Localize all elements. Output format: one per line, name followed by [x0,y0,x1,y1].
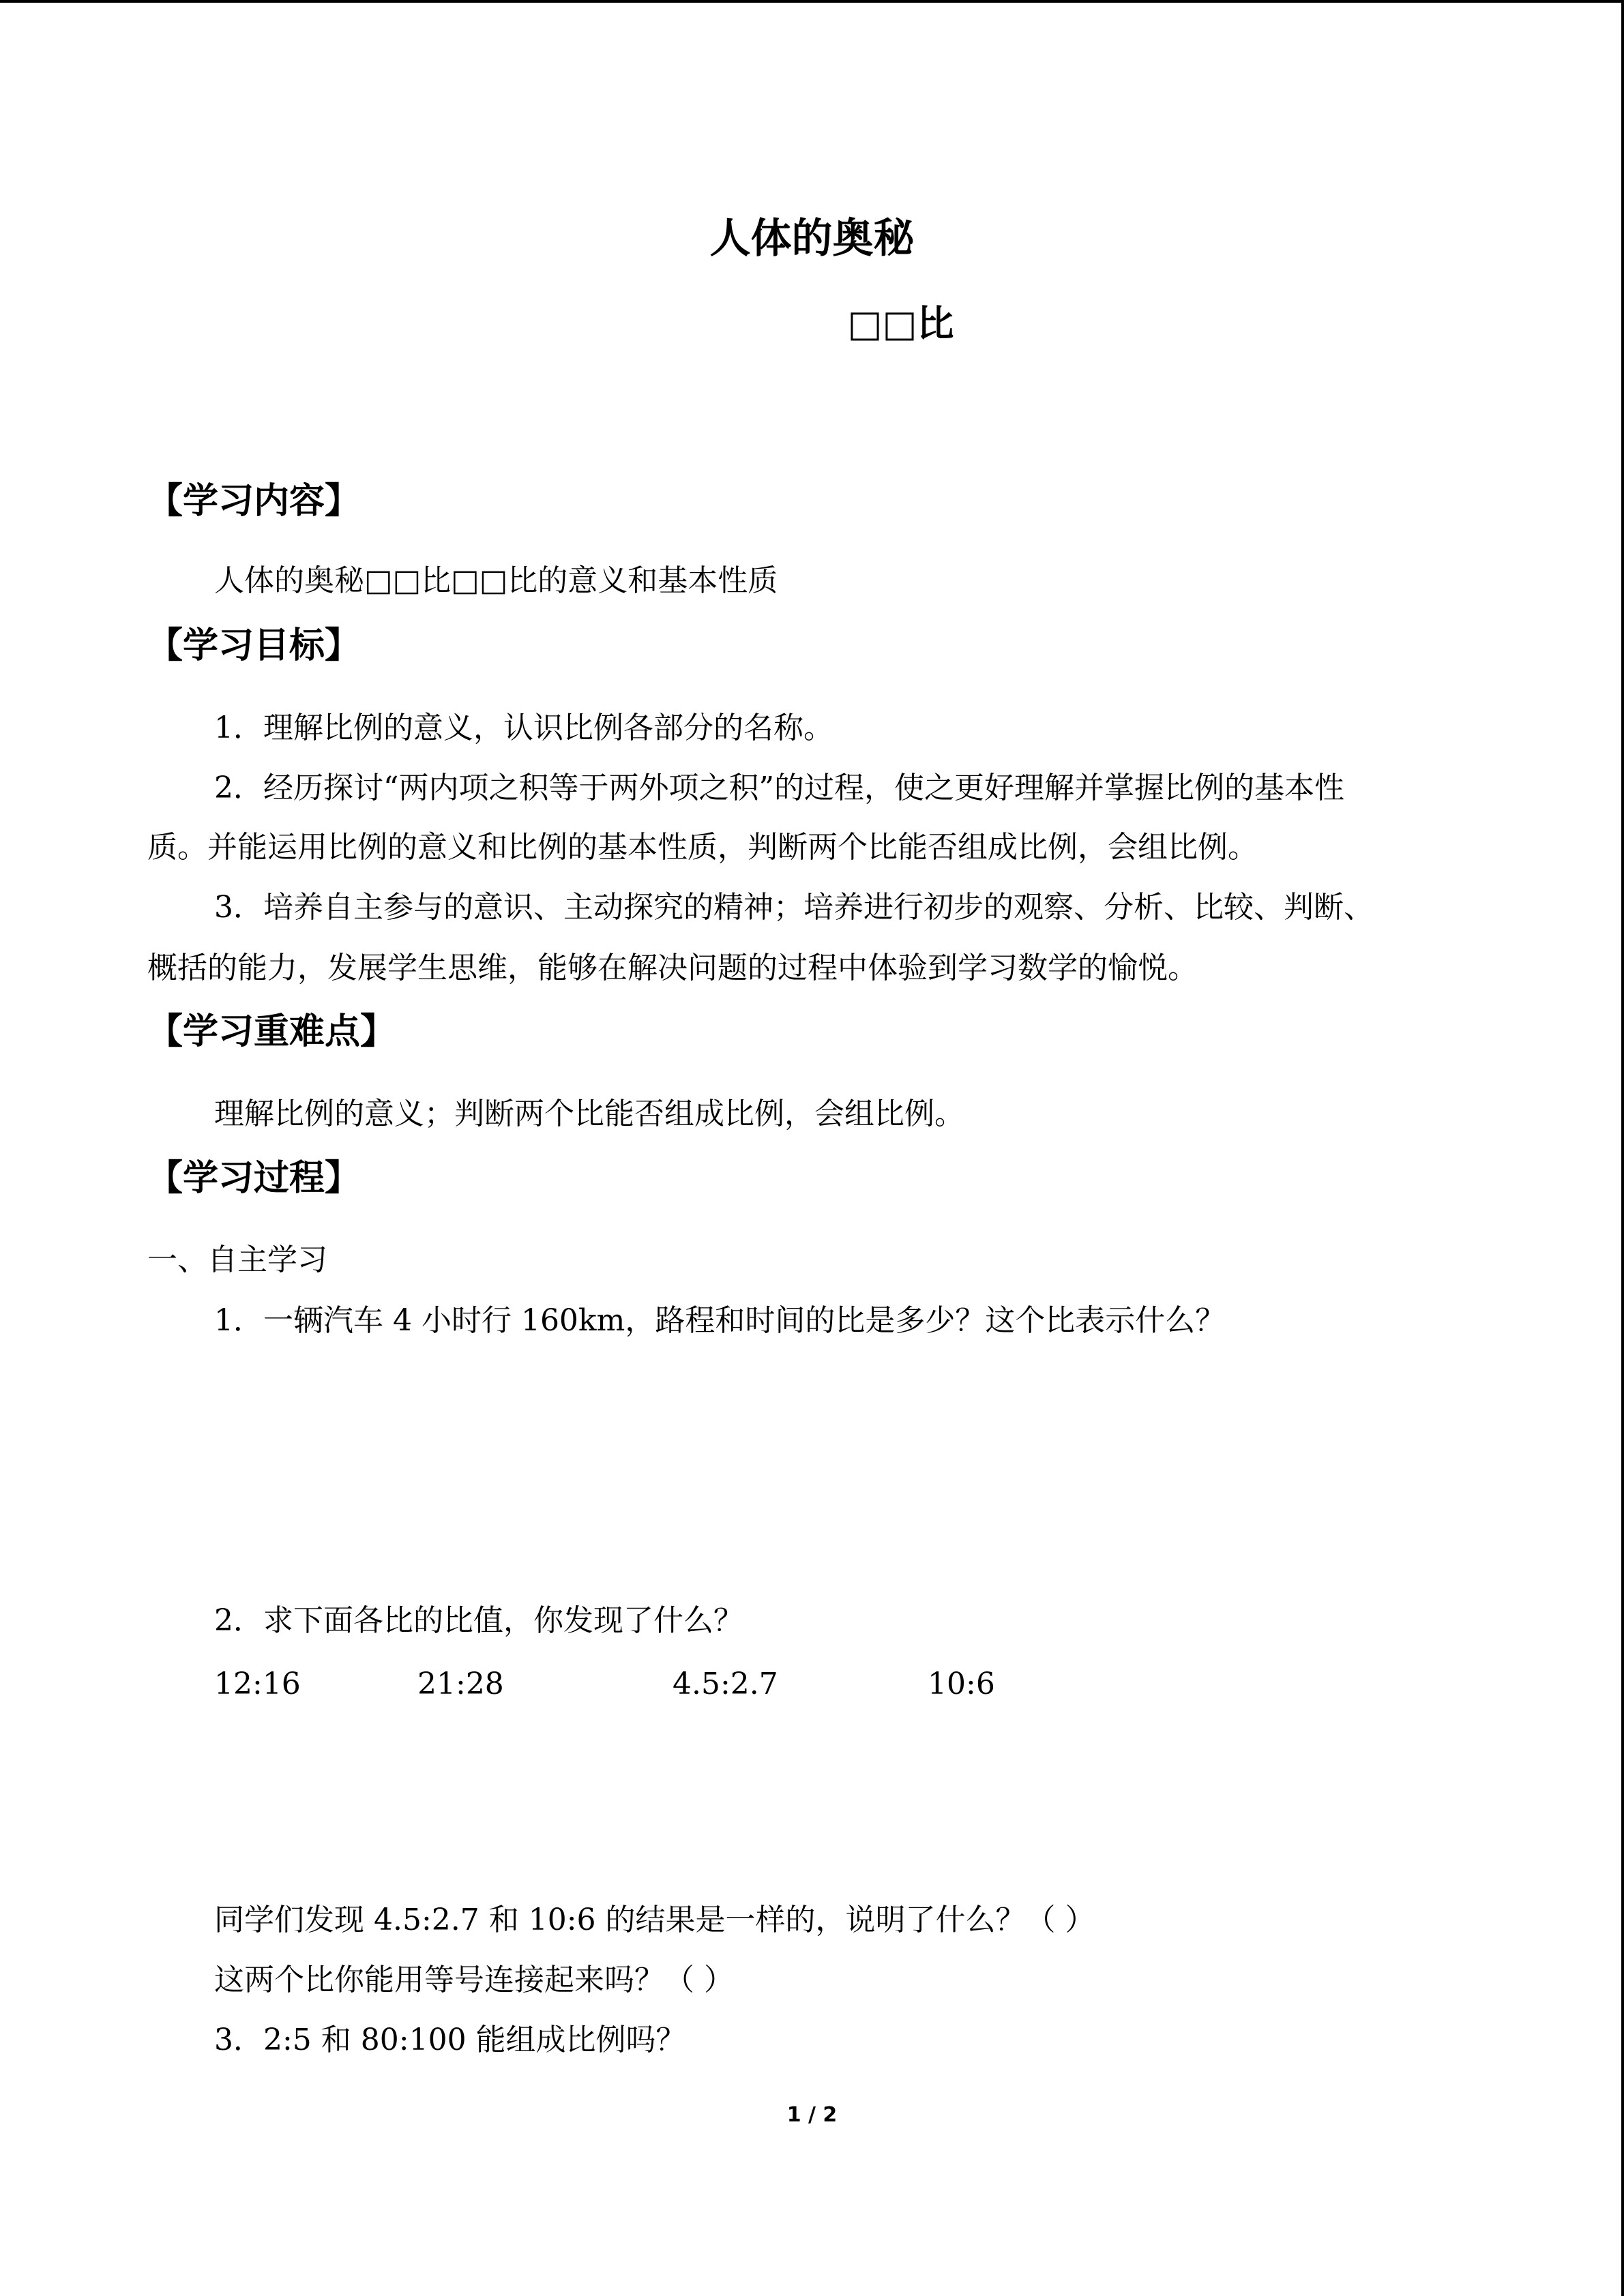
goal-item-1: 1．理解比例的意义，认识比例各部分的名称。 [214,711,833,745]
question-2-followup-2: 这两个比你能用等号连接起来吗？（ ） [214,1963,734,1997]
ratio-item: 21:28 [417,1667,504,1701]
goal-item-3-line-1: 3．培养自主参与的意识、主动探究的精神；培养进行初步的观察、分析、比较、判断、 [214,890,1374,925]
learning-content-text: 人体的奥秘□□比□□比的意义和基本性质 [214,563,778,598]
heading-learning-goals: 【学习目标】 [147,625,361,666]
page-border-top [0,0,1624,3]
goal-item-2-line-1: 2．经历探讨“两内项之积等于两外项之积”的过程，使之更好理解并掌握比例的基本性 [214,771,1344,805]
ratio-item: 10:6 [928,1667,995,1701]
page-number: 1 / 2 [786,2103,838,2127]
heading-learning-content: 【学习内容】 [147,481,361,522]
question-3: 3．2:5 和 80:100 能组成比例吗？ [214,2023,686,2057]
process-part-1-title: 一、自主学习 [147,1242,327,1277]
key-points-text: 理解比例的意义；判断两个比能否组成比例，会组比例。 [214,1097,964,1131]
goal-item-3-line-2: 概括的能力，发展学生思维，能够在解决问题的过程中体验到学习数学的愉悦。 [147,951,1198,985]
question-2: 2．求下面各比的比值，你发现了什么？ [214,1603,743,1638]
heading-learning-process: 【学习过程】 [147,1158,361,1199]
question-2-followup-1: 同学们发现 4.5:2.7 和 10:6 的结果是一样的，说明了什么？（ ） [214,1903,1095,1937]
ratio-item: 4.5:2.7 [673,1667,778,1701]
document-title: 人体的奥秘 [709,215,915,263]
document-subtitle: □□比 [847,302,954,345]
goal-item-2-line-2: 质。并能运用比例的意义和比例的基本性质，判断两个比能否组成比例，会组比例。 [147,830,1258,865]
heading-key-points: 【学习重难点】 [147,1011,396,1052]
ratio-item: 12:16 [214,1667,301,1701]
question-1: 1．一辆汽车 4 小时行 160km，路程和时间的比是多少？这个比表示什么？ [214,1303,1226,1338]
